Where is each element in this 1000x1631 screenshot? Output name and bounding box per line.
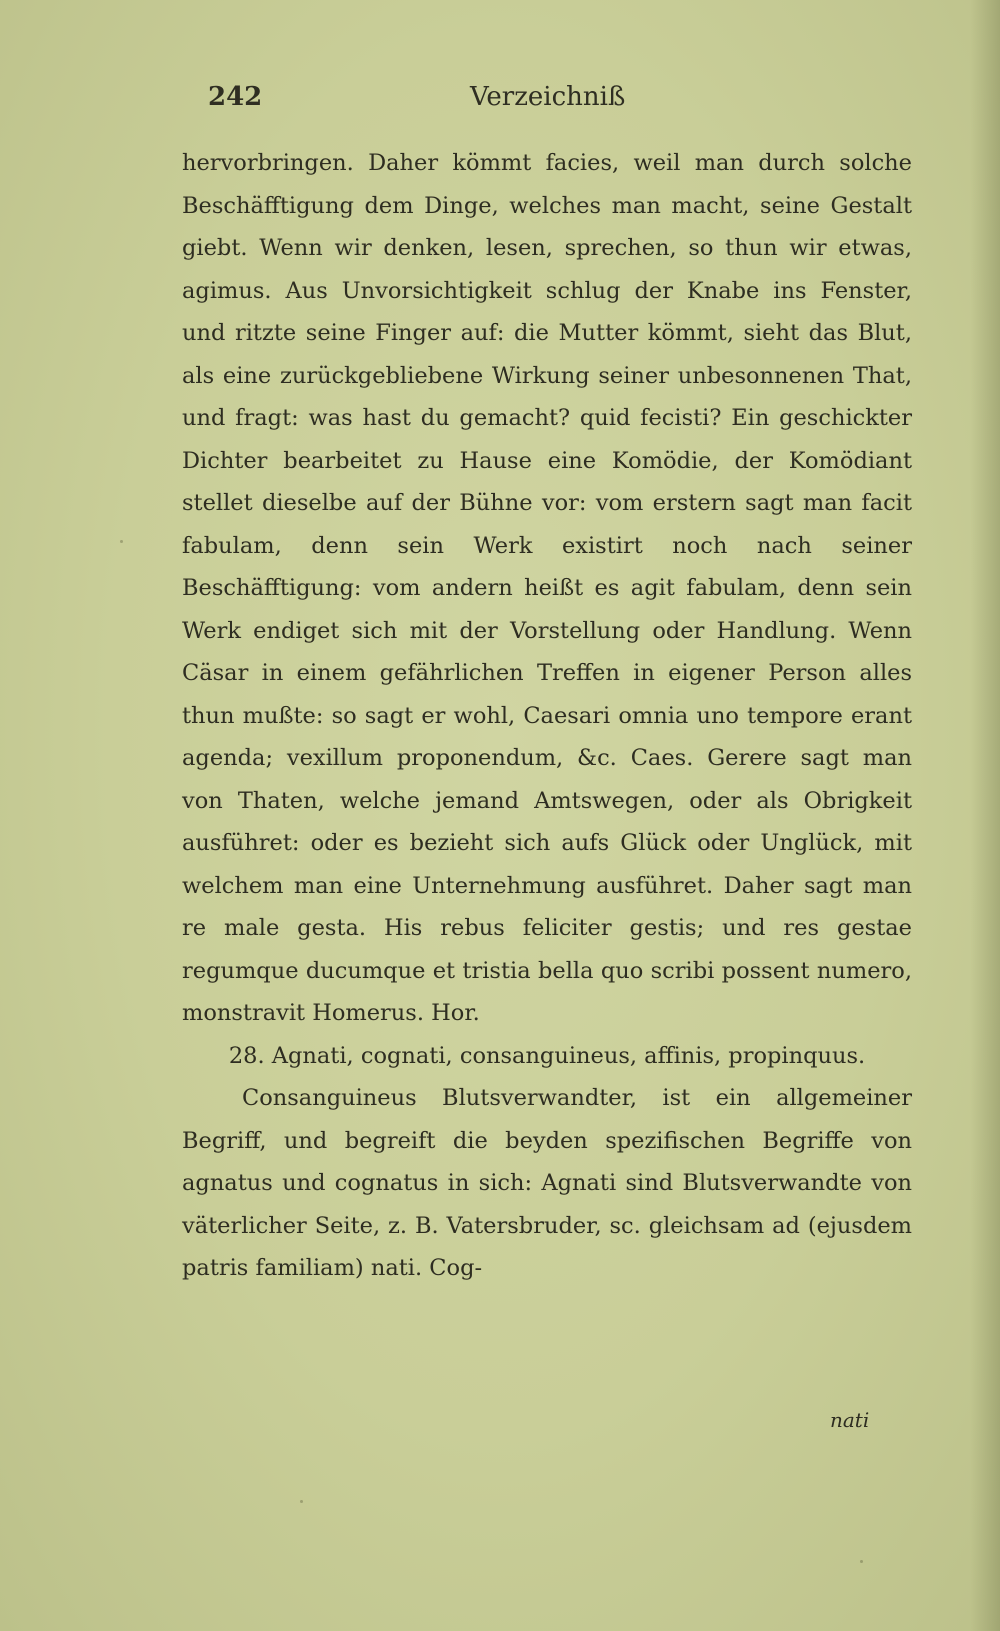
page-edge-shadow xyxy=(970,0,1000,1631)
paper-speck xyxy=(300,1500,303,1503)
page-number: 242 xyxy=(208,82,263,112)
paragraph-gerere: hervorbringen. Daher kömmt facies, weil man durch solche Beschäfftigung dem Dinge, welches man macht, seine Gestalt giebt. Wenn wir denken, lesen, sprechen, so thun wir etwas, agimus. Aus Unvorsichtigkeit schlug der Knabe ins Fenster, und ritzte seine Finger auf: die Mutter kömmt, sieht das Blut, als eine zurückgebliebene Wirkung seiner unbesonnenen That, und fragt: was hast du gemacht? quid fecisti? Ein geschickter Dichter bearbeitet zu Hause eine Komödie, der Komödiant stellet dieselbe auf der Bühne vor: vom erstern sagt man facit fabulam, denn sein Werk existirt noch nach seiner Beschäfftigung: vom andern heißt es agit fabulam, denn sein Werk endiget sich mit der Vorstellung oder Handlung. Wenn Cäsar in einem gefährlichen Treffen in eigener Person alles thun mußte: so sagt er wohl, Caesari omnia uno tempore erant agenda; vexillum proponendum, &c. Caes. Gerere sagt man von Thaten, welche jemand Amtswegen, oder als Obrigkeit ausführet: oder es bezieht sich aufs Glück oder Unglück, mit welchem man eine Unternehmung ausführet. Daher sagt man re male gesta. His rebus feliciter gestis; und res gestae regumque ducumque et tristia bella quo scribi possent numero, monstravit Homerus. Hor. xyxy=(182,150,912,1026)
paper-speck xyxy=(860,1560,863,1563)
catchword: nati xyxy=(830,1408,870,1432)
paper-speck xyxy=(120,540,123,543)
paragraph-consanguineus: Consanguineus Blutsverwandter, ist ein allgemeiner Begriff, und begreift die beyden spezifischen Begriffe von agnatus und cognatus in sich: Agnati sind Blutsverwandte von väterlicher Seite, z. B. Vatersbruder, sc. gleichsam ad (ejusdem patris familiam) nati. Cog- xyxy=(182,1085,912,1281)
body-text xyxy=(182,142,912,1290)
page-header xyxy=(208,82,628,122)
running-head: Verzeichniß xyxy=(470,82,626,112)
section-heading: 28. Agnati, cognati, consanguineus, affinis, propinquus. xyxy=(228,1042,866,1069)
